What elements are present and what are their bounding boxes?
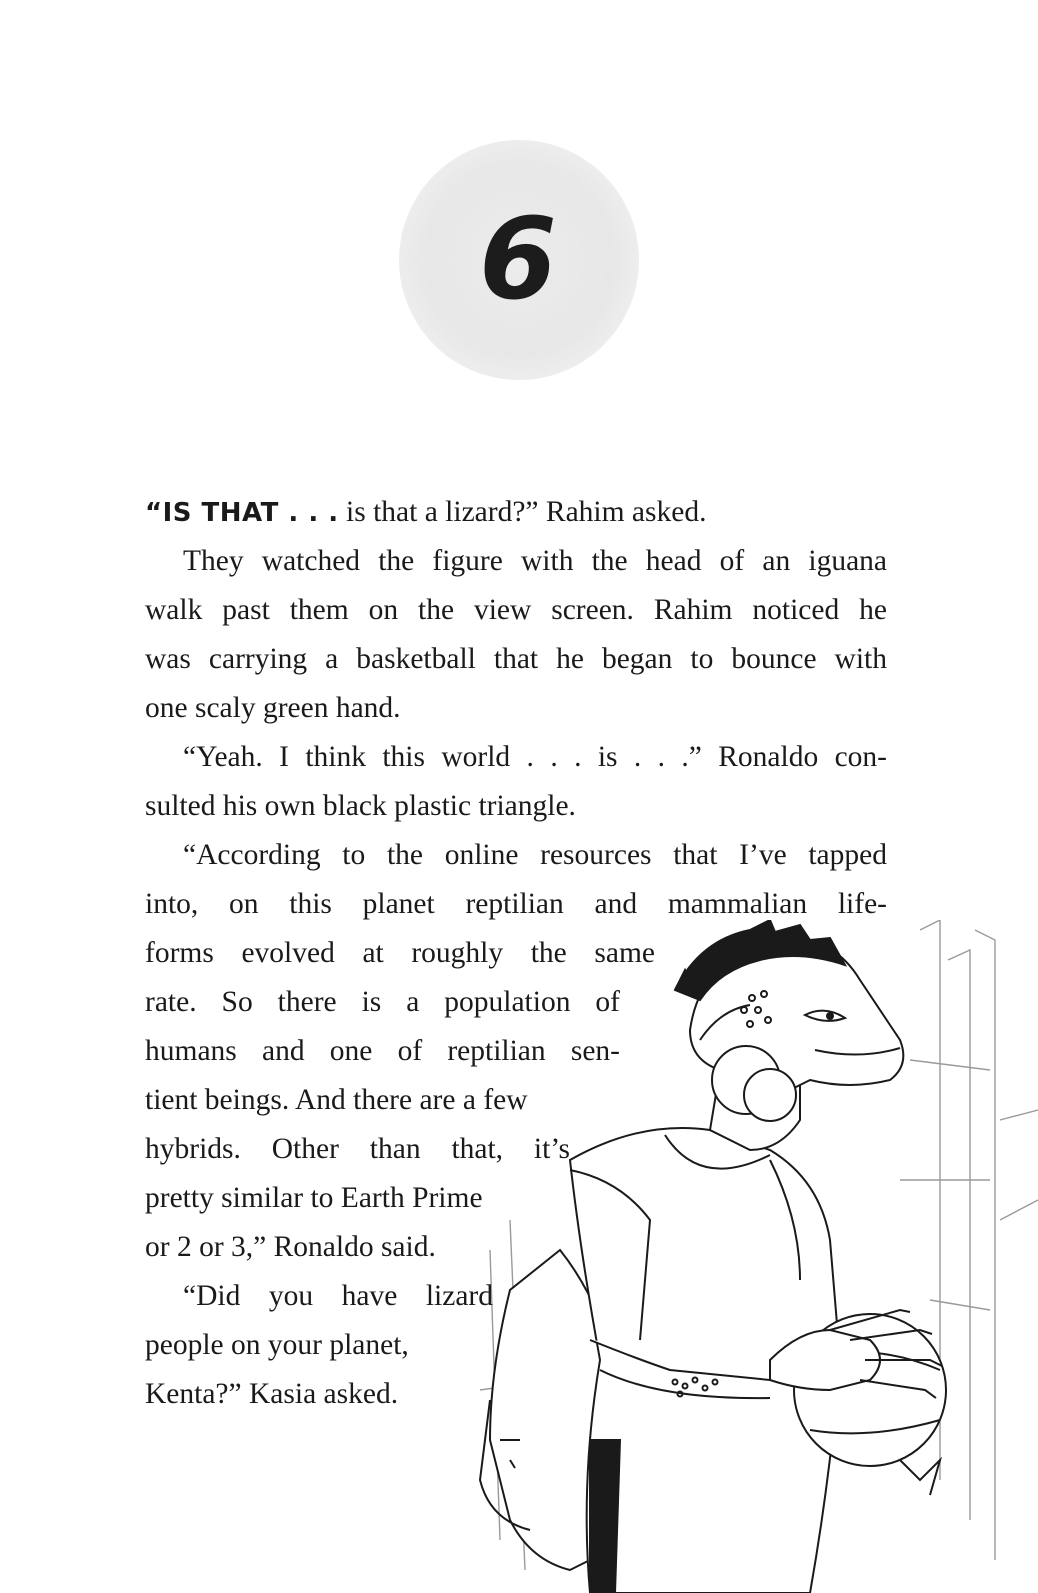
text-line: into, on this planet reptilian and mammalian life-	[145, 888, 887, 920]
text-line: rate. So there is a population of	[145, 986, 620, 1018]
text-line: humans and one of reptilian sen-	[145, 1035, 620, 1067]
text-line: “Yeah. I think this world . . . is . . .” Ronaldo con-	[183, 741, 887, 773]
text-line: was carrying a basketball that he began to bounce with	[145, 643, 887, 675]
text-line: “According to the online resources that I’ve tapped	[183, 839, 887, 871]
text-line: tient beings. And there are a few	[145, 1084, 528, 1116]
chapter-number: 6	[479, 195, 559, 325]
paragraph-1-text: is that a lizard?” Rahim asked.	[338, 496, 707, 528]
text-line: or 2 or 3,” Ronaldo said.	[145, 1231, 436, 1263]
text-line: people on your planet,	[145, 1329, 409, 1361]
text-line: forms evolved at roughly the same	[145, 937, 655, 969]
text-line: walk past them on the view screen. Rahim noticed he	[145, 594, 887, 626]
paragraph-1	[145, 494, 706, 530]
text-line: one scaly green hand.	[145, 692, 401, 724]
text-line: Kenta?” Kasia asked.	[145, 1378, 399, 1410]
text-line: “Did you have lizard	[183, 1280, 493, 1312]
text-line: pretty similar to Earth Prime	[145, 1182, 483, 1214]
lizard-head	[675, 920, 903, 1150]
text-line: They watched the figure with the head of an iguana	[183, 545, 887, 577]
text-line: sulted his own black plastic triangle.	[145, 790, 576, 822]
text-line: hybrids. Other than that, it’s	[145, 1133, 570, 1165]
lizard-person-illustration	[470, 920, 1038, 1593]
lead-in-small-caps: “IS THAT . . .	[145, 498, 339, 528]
